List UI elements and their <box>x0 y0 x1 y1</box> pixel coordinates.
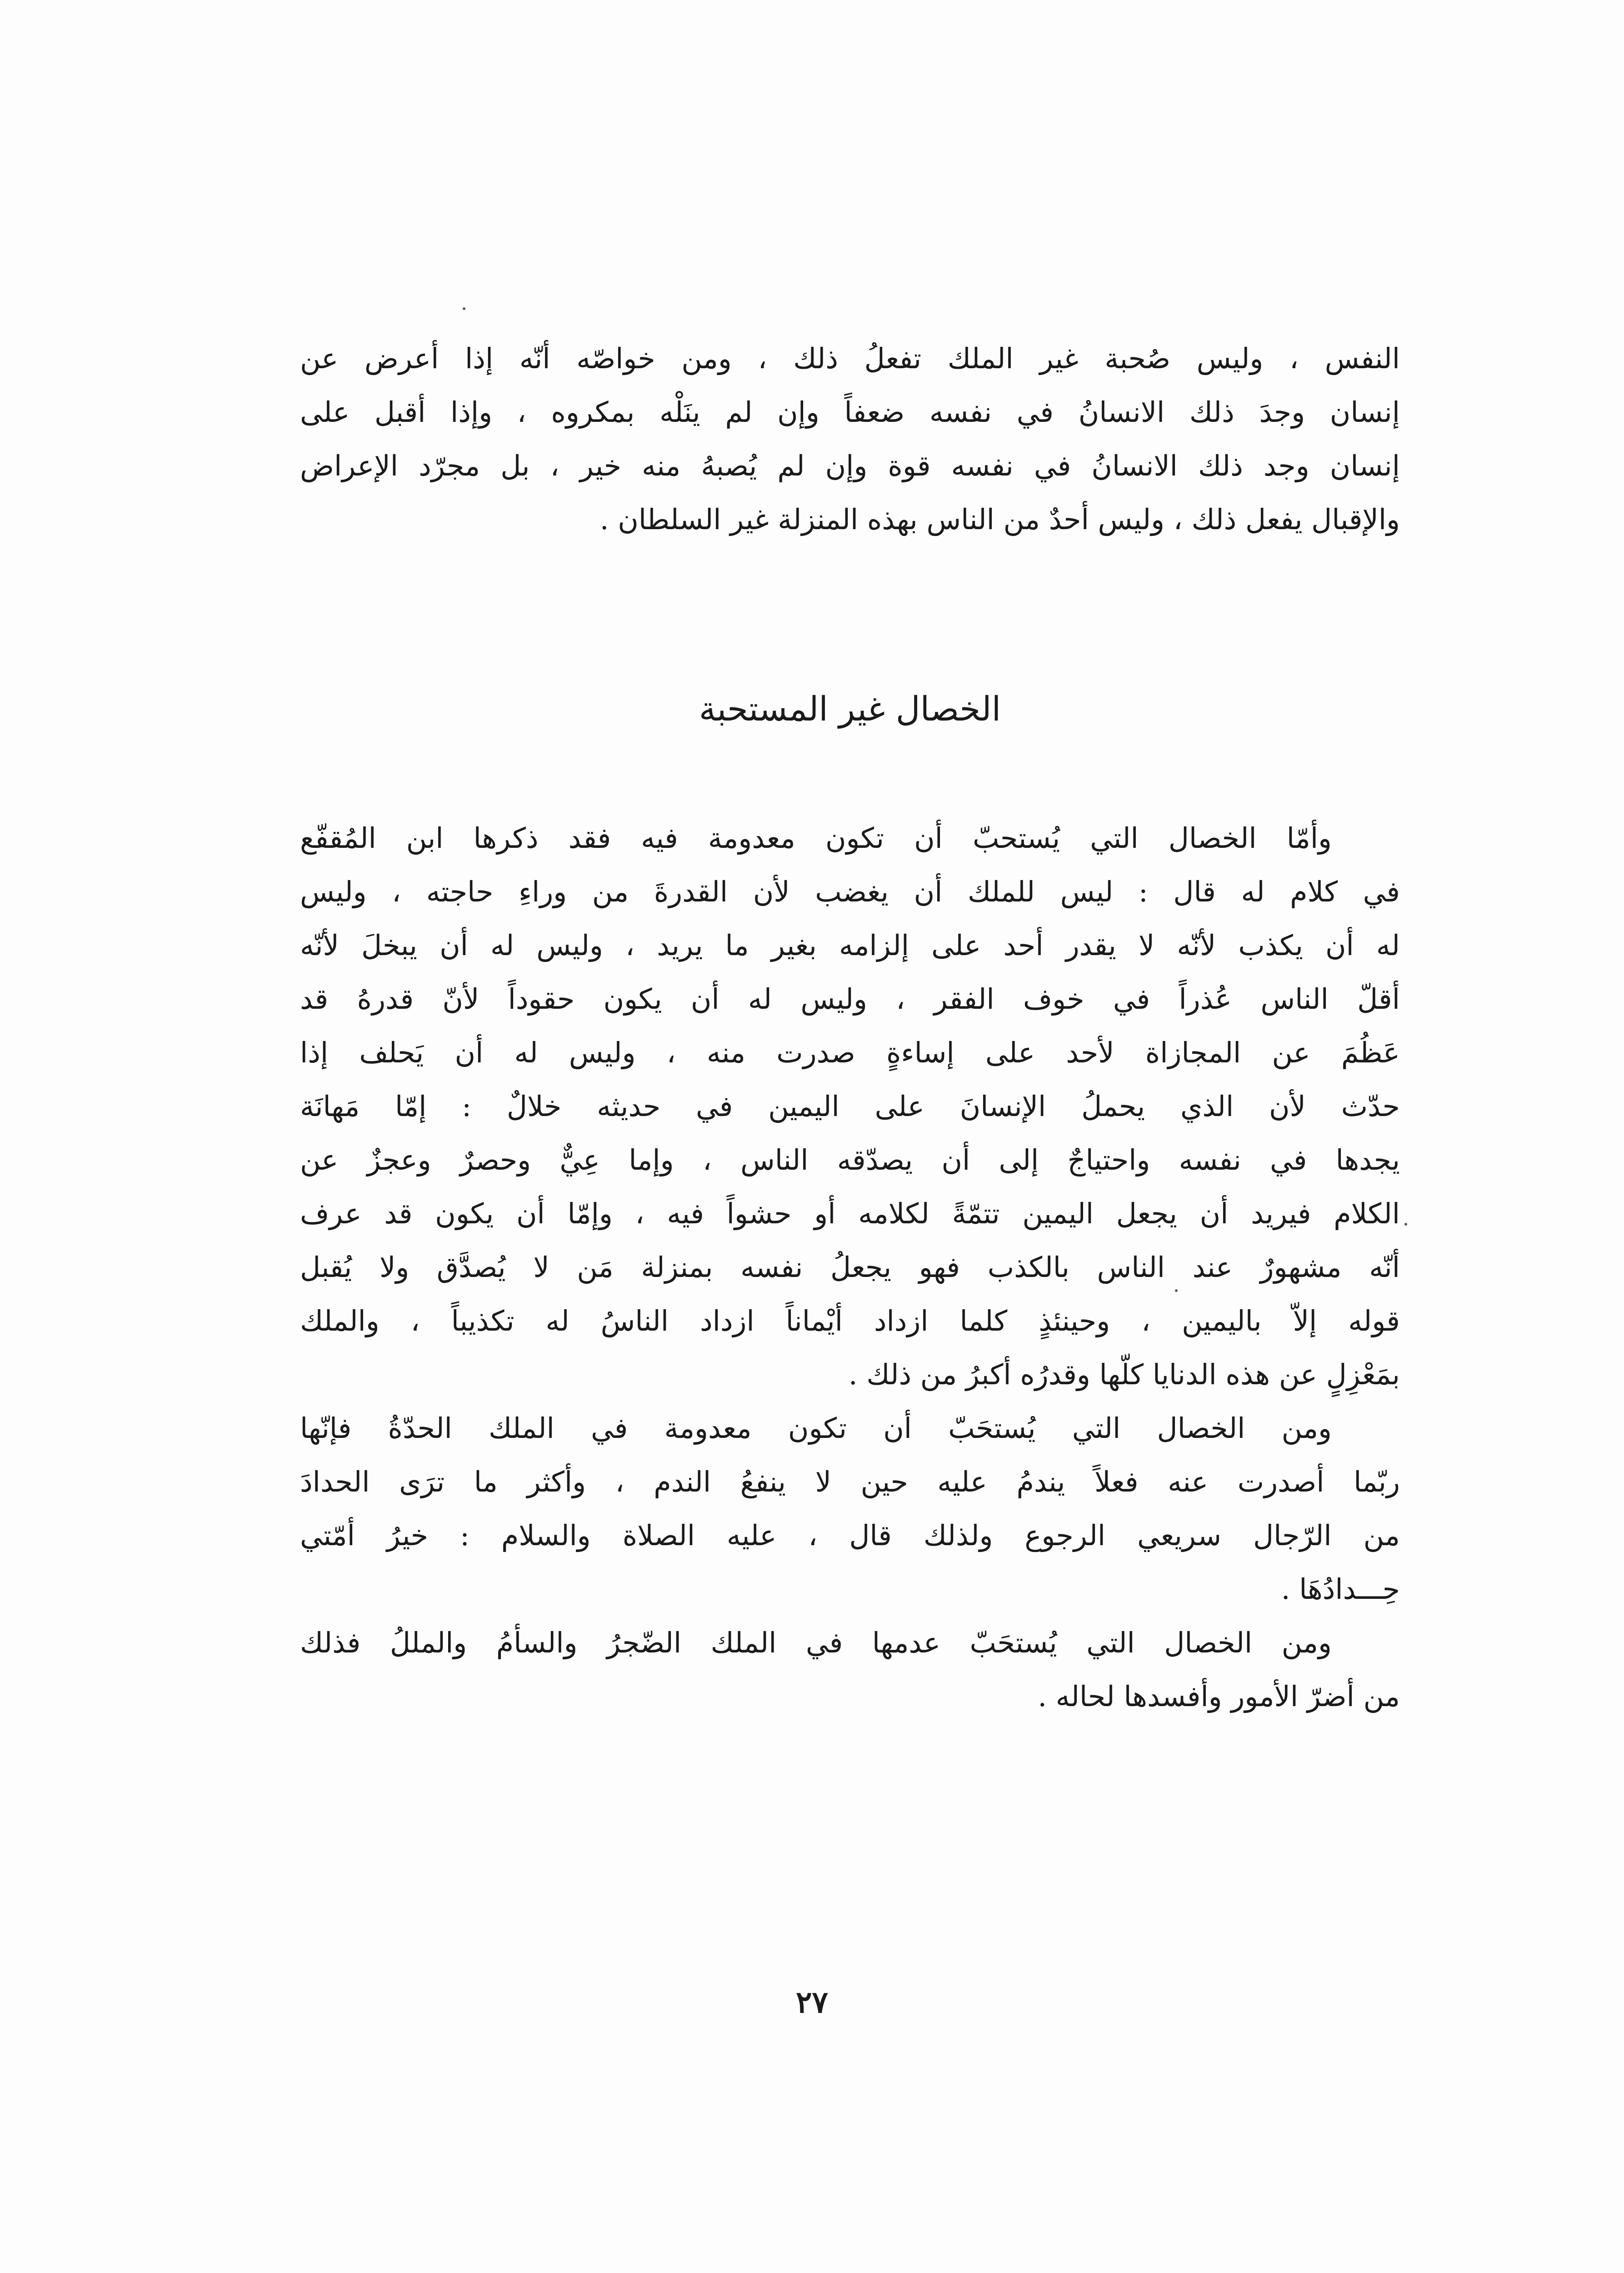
text-line: ربّما أصدرت عنه فعلاً يندمُ عليه حين لا ينفعُ الندم ، وأكثر ما ترَى الحدادَ <box>300 1465 1400 1498</box>
text-line: النفس ، وليس صُحبة غير الملك تفعلُ ذلك ، ومن خواصّه أنّه إذا أعرض عن <box>300 342 1400 375</box>
print-speck <box>463 307 465 310</box>
intro-paragraph <box>300 332 1400 546</box>
text-line: بمَعْزِلٍ عن هذه الدنايا كلّها وقدرُه أكبرُ من ذلك . <box>848 1358 1400 1391</box>
text-line: أنّه مشهورٌ عند الناس بالكذب فهو يجعلُ نفسه بمنزلة مَن لا يُصدَّق ولا يُقبل <box>300 1251 1400 1284</box>
text-line: وأمّا الخصال التي يُستحبّ أن تكون معدومة فيه فقد ذكرها ابن المُقفّع <box>300 821 1332 855</box>
text-line: الكلام فيريد أن يجعل اليمين تتمّةً لكلامه أو حشواً فيه ، وإمّا أن يكون قد عرف <box>300 1197 1400 1230</box>
text-line: إنسان وجدَ ذلك الانسانُ في نفسه ضعفاً وإن لم ينَلْه بمكروه ، وإذا أقبل على <box>300 396 1400 429</box>
text-line: عَظُمَ عن المجازاة لأحد على إساءةٍ صدرت منه ، وليس له أن يَحلف إذا <box>300 1036 1400 1069</box>
text-line: من أضرّ الأمور وأفسدها لحاله . <box>1038 1680 1400 1713</box>
text-line: له أن يكذب لأنّه لا يقدر أحد على إلزامه بغير ما يريد ، وليس له أن يبخلَ لأنّه <box>300 929 1400 962</box>
page-number: ٢٧ <box>796 1984 828 2020</box>
section-heading: الخصال غير المستحبة <box>699 690 1001 729</box>
body-text <box>300 811 1400 1723</box>
text-line: ومن الخصال التي يُستحَبّ عدمها في الملك الضّجرُ والسأمُ والمللُ فذلك <box>300 1626 1332 1659</box>
text-line: أقلّ الناس عُذراً في خوف الفقر ، وليس له أن يكون حقوداً لأنّ قدرهُ قد <box>300 982 1400 1016</box>
text-line: حدّث لأن الذي يحملُ الإنسانَ على اليمين في حديثه خلالٌ : إمّا مَهانَة <box>300 1090 1400 1123</box>
text-line: حِـــدادُهَا . <box>1281 1572 1400 1606</box>
text-line: في كلام له قال : ليس للملك أن يغضب لأن القدرةَ من وراءِ حاجته ، وليس <box>300 875 1400 908</box>
text-line: يجدها في نفسه واحتياجٌ إلى أن يصدّقه الناس ، وإما عِيٌّ وحصرٌ وعجزٌ عن <box>300 1143 1400 1177</box>
print-speck <box>1404 1223 1407 1226</box>
text-line: والإقبال يفعل ذلك ، وليس أحدٌ من الناس بهذه المنزلة غير السلطان . <box>600 503 1400 536</box>
text-line: ومن الخصال التي يُستحَبّ أن تكون معدومة في الملك الحدّةُ فإنّها <box>300 1412 1332 1445</box>
text-line: إنسان وجد ذلك الانسانُ في نفسه قوة وإن لم يُصبهُ منه خير ، بل مجرّد الإعراض <box>300 449 1400 482</box>
text-line: من الرّجال سريعي الرجوع ولذلك قال ، عليه الصلاة والسلام : خيرُ أمّتي <box>300 1519 1400 1552</box>
text-line: قوله إلاّ باليمين ، وحينئذٍ كلما ازداد أيْماناً ازداد الناسُ له تكذيباً ، والملك <box>300 1304 1400 1337</box>
